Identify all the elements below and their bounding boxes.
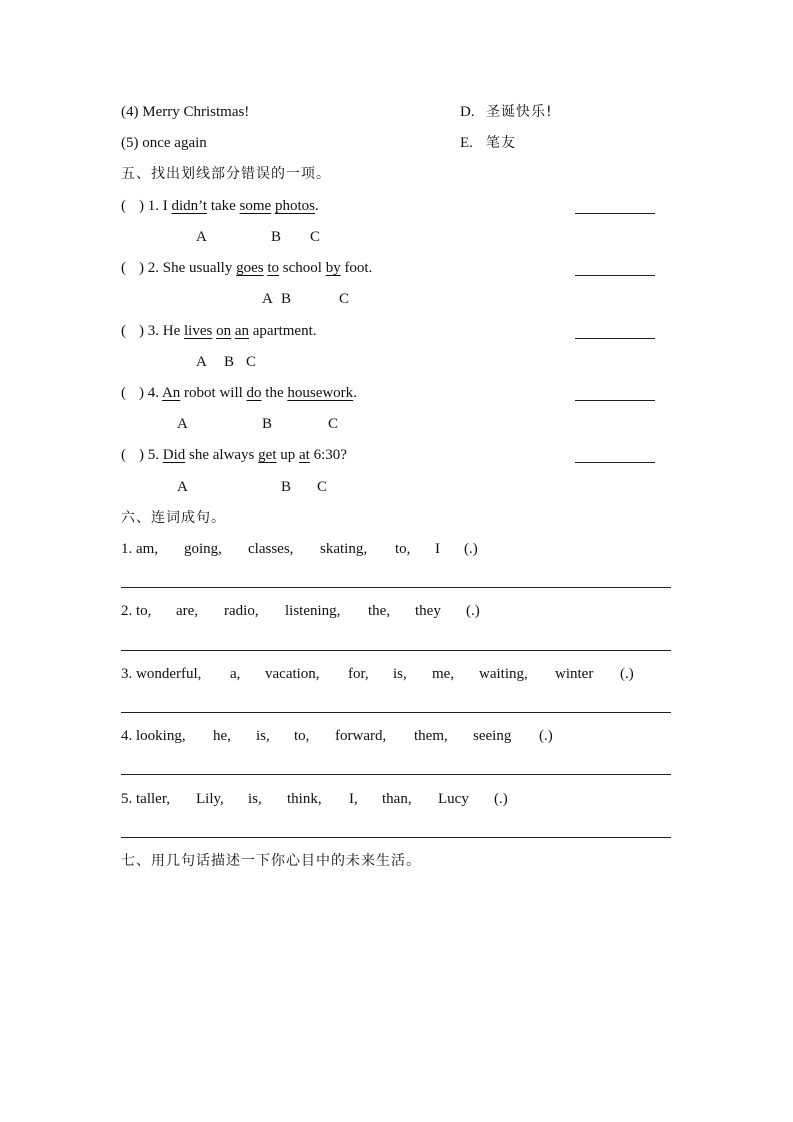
word-list (0, 789, 793, 809)
question-text: robot will (184, 385, 243, 401)
option-label-c: C (339, 291, 350, 307)
question-number: 5. (147, 447, 159, 463)
word: think, (287, 791, 322, 807)
word: I, (349, 791, 358, 807)
word: (.) (464, 541, 478, 557)
answer-paren-close: ) (139, 198, 144, 214)
word-list (0, 664, 793, 684)
question-text: foot. (344, 260, 373, 276)
underlined-option-c: photos (274, 198, 315, 214)
underlined-option-a: lives (184, 323, 213, 339)
word: 2. to, (121, 603, 152, 619)
question-text: take (210, 198, 236, 214)
answer-paren-close: ) (139, 447, 144, 463)
answer-paren-close: ) (139, 323, 144, 339)
word: skating, (320, 541, 368, 557)
word: is, (248, 791, 262, 807)
option-label-a: A (196, 229, 207, 245)
answer-line[interactable] (121, 587, 671, 588)
answer-blank[interactable] (575, 213, 655, 214)
word-list (0, 539, 793, 559)
underlined-option-a: goes (236, 260, 264, 276)
underlined-option-b: to (267, 260, 280, 276)
matching-left-4: (4) Merry Christmas! (121, 104, 250, 120)
option-label-a: A (262, 291, 273, 307)
underlined-option-b: get (258, 447, 277, 463)
question-number: 2. (147, 260, 159, 276)
option-label-b: B (262, 416, 273, 432)
word: they (415, 603, 441, 619)
section-7-title: 七、用几句话描述一下你心目中的未来生活。 (121, 853, 421, 869)
question-row (121, 383, 357, 403)
underlined-option-c: at (298, 447, 310, 463)
answer-blank[interactable] (575, 462, 655, 463)
matching-letter-d: D. (460, 104, 475, 120)
word: 5. taller, (121, 791, 170, 807)
underlined-option-a: Did (162, 447, 186, 463)
question-number: 1. (147, 198, 159, 214)
option-label-b: B (281, 479, 292, 495)
answer-blank[interactable] (575, 400, 655, 401)
question-text: . (353, 385, 357, 401)
underlined-option-a: An (161, 385, 181, 401)
answer-line[interactable] (121, 650, 671, 651)
answer-paren-open: ( (121, 447, 126, 463)
word: (.) (620, 666, 634, 682)
word: me, (432, 666, 455, 682)
question-number: 3. (147, 323, 159, 339)
question-text: He (162, 323, 181, 339)
word: seeing (473, 728, 512, 744)
question-text: . (314, 198, 319, 214)
question-text: She usually (162, 260, 233, 276)
word: 3. wonderful, (121, 666, 202, 682)
word: radio, (224, 603, 259, 619)
word: (.) (466, 603, 480, 619)
word: I (435, 541, 440, 557)
matching-letter-e: E. (460, 135, 473, 151)
word: classes, (248, 541, 294, 557)
word: 1. am, (121, 541, 159, 557)
answer-paren-open: ( (121, 198, 126, 214)
word: for, (348, 666, 369, 682)
answer-paren-open: ( (121, 323, 126, 339)
word: he, (213, 728, 231, 744)
question-row (121, 321, 317, 341)
word: forward, (335, 728, 387, 744)
question-row (121, 196, 319, 216)
word: vacation, (265, 666, 320, 682)
answer-paren-close: ) (139, 385, 144, 401)
question-row (121, 258, 372, 278)
underlined-option-c: by (325, 260, 341, 276)
underlined-option-b: on (216, 323, 232, 339)
answer-blank[interactable] (575, 338, 655, 339)
question-text: up (280, 447, 296, 463)
answer-line[interactable] (121, 712, 671, 713)
word: waiting, (479, 666, 528, 682)
underlined-option-b: do (246, 385, 262, 401)
question-text: school (282, 260, 322, 276)
question-text: the (265, 385, 284, 401)
word: to, (294, 728, 310, 744)
question-number: 4. (147, 385, 159, 401)
word: Lucy (438, 791, 469, 807)
word: listening, (285, 603, 341, 619)
question-text: I (162, 198, 168, 214)
answer-line[interactable] (121, 774, 671, 775)
option-label-c: C (328, 416, 339, 432)
answer-paren-open: ( (121, 385, 126, 401)
question-text: 6:30? (313, 447, 347, 463)
word: the, (368, 603, 391, 619)
matching-left-5: (5) once again (121, 135, 207, 151)
word: a, (230, 666, 241, 682)
word: (.) (539, 728, 553, 744)
word: them, (414, 728, 448, 744)
question-text: apartment. (252, 323, 317, 339)
matching-right-e: 笔友 (486, 135, 516, 151)
matching-right-d: 圣诞快乐! (486, 104, 553, 120)
word: to, (395, 541, 411, 557)
word: Lily, (196, 791, 224, 807)
answer-paren-close: ) (139, 260, 144, 276)
section-5-title: 五、找出划线部分错误的一项。 (121, 166, 331, 182)
word: winter (555, 666, 594, 682)
option-label-a: A (177, 479, 188, 495)
word-list (0, 601, 793, 621)
option-label-b: B (224, 354, 235, 370)
word: is, (256, 728, 270, 744)
word: than, (382, 791, 412, 807)
answer-blank[interactable] (575, 275, 655, 276)
answer-line[interactable] (121, 837, 671, 838)
question-row (121, 445, 347, 465)
option-label-a: A (196, 354, 207, 370)
option-label-c: C (310, 229, 321, 245)
option-label-b: B (271, 229, 282, 245)
option-label-a: A (177, 416, 188, 432)
answer-paren-open: ( (121, 260, 126, 276)
question-text: she always (189, 447, 255, 463)
option-label-c: C (317, 479, 328, 495)
option-label-c: C (246, 354, 257, 370)
section-6-title: 六、连词成句。 (121, 510, 226, 526)
underlined-option-a: didn’t (171, 198, 208, 214)
word-list (0, 726, 793, 746)
word: (.) (494, 791, 508, 807)
word: are, (176, 603, 199, 619)
underlined-option-c: housework (287, 385, 354, 401)
option-label-b: B (281, 291, 292, 307)
word: going, (184, 541, 222, 557)
underlined-option-c: an (234, 323, 250, 339)
word: 4. looking, (121, 728, 186, 744)
underlined-option-b: some (239, 198, 272, 214)
word: is, (393, 666, 407, 682)
